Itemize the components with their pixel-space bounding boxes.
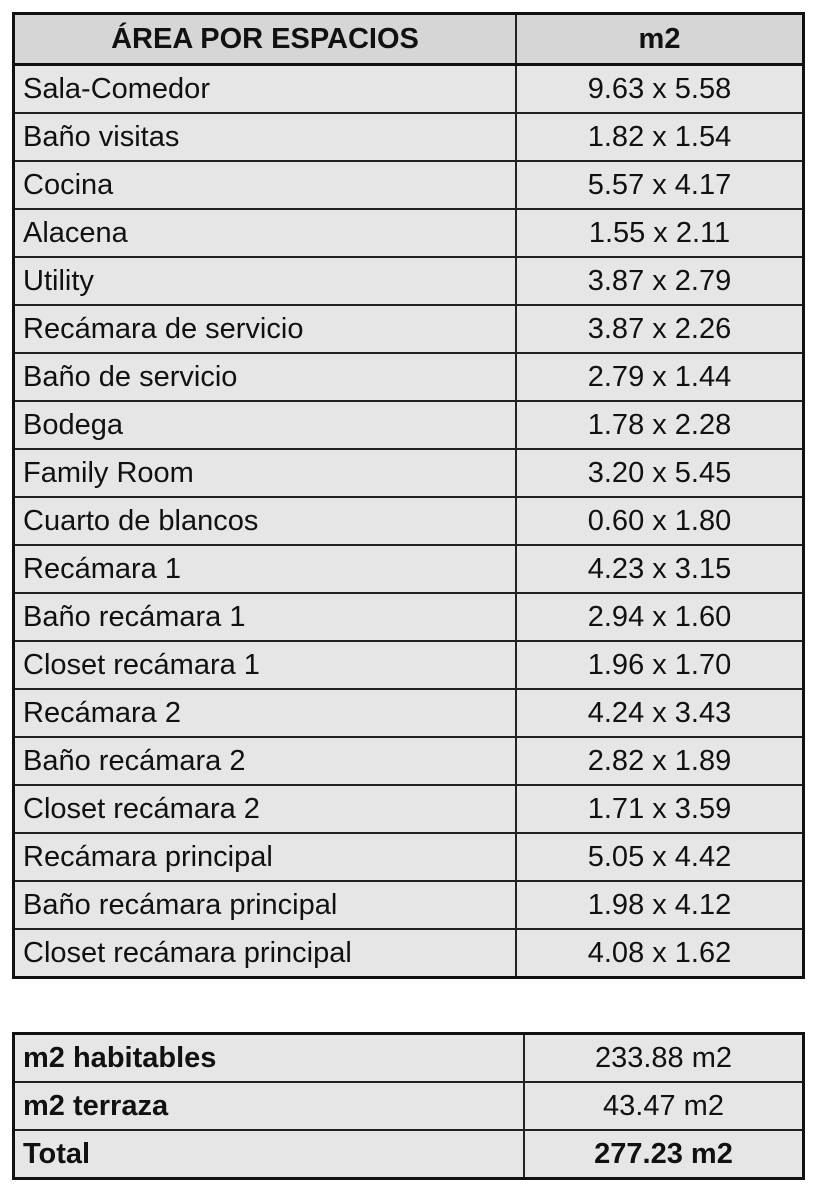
- space-name: Baño recámara principal: [14, 881, 517, 929]
- table-row: [14, 929, 804, 978]
- space-name: Baño recámara 1: [14, 593, 517, 641]
- space-dimensions: 5.57 x 4.17: [516, 161, 804, 209]
- space-dimensions: 1.78 x 2.28: [516, 401, 804, 449]
- space-name: Closet recámara 1: [14, 641, 517, 689]
- table-row: [14, 737, 804, 785]
- table-row: [14, 593, 804, 641]
- space-dimensions: 1.55 x 2.11: [516, 209, 804, 257]
- column-header-space: ÁREA POR ESPACIOS: [14, 14, 517, 65]
- space-dimensions: 1.82 x 1.54: [516, 113, 804, 161]
- table-row: [14, 65, 804, 114]
- summary-row: [14, 1034, 804, 1083]
- space-dimensions: 4.23 x 3.15: [516, 545, 804, 593]
- space-dimensions: 2.79 x 1.44: [516, 353, 804, 401]
- space-name: Recámara 2: [14, 689, 517, 737]
- space-name: Cuarto de blancos: [14, 497, 517, 545]
- space-name: Recámara 1: [14, 545, 517, 593]
- space-dimensions: 2.94 x 1.60: [516, 593, 804, 641]
- area-table: [12, 12, 805, 979]
- space-name: Recámara principal: [14, 833, 517, 881]
- space-dimensions: 9.63 x 5.58: [516, 65, 804, 114]
- table-row: [14, 209, 804, 257]
- space-dimensions: 1.98 x 4.12: [516, 881, 804, 929]
- space-dimensions: 5.05 x 4.42: [516, 833, 804, 881]
- space-dimensions: 3.20 x 5.45: [516, 449, 804, 497]
- table-row: [14, 449, 804, 497]
- table-row: [14, 785, 804, 833]
- table-row: [14, 305, 804, 353]
- table-row: [14, 113, 804, 161]
- summary-row: [14, 1130, 804, 1179]
- space-name: Utility: [14, 257, 517, 305]
- table-row: [14, 833, 804, 881]
- space-name: Bodega: [14, 401, 517, 449]
- space-name: Baño visitas: [14, 113, 517, 161]
- space-dimensions: 3.87 x 2.26: [516, 305, 804, 353]
- table-row: [14, 881, 804, 929]
- space-dimensions: 1.71 x 3.59: [516, 785, 804, 833]
- space-name: Cocina: [14, 161, 517, 209]
- summary-label: m2 terraza: [14, 1082, 525, 1130]
- space-name: Recámara de servicio: [14, 305, 517, 353]
- space-dimensions: 3.87 x 2.79: [516, 257, 804, 305]
- summary-value: 233.88 m2: [524, 1034, 804, 1083]
- table-row: [14, 689, 804, 737]
- summary-label: Total: [14, 1130, 525, 1179]
- summary-label: m2 habitables: [14, 1034, 525, 1083]
- space-dimensions: 4.08 x 1.62: [516, 929, 804, 978]
- summary-value: 43.47 m2: [524, 1082, 804, 1130]
- space-name: Baño de servicio: [14, 353, 517, 401]
- space-name: Alacena: [14, 209, 517, 257]
- table-row: [14, 401, 804, 449]
- table-row: [14, 257, 804, 305]
- table-row: [14, 545, 804, 593]
- summary-row: [14, 1082, 804, 1130]
- column-header-m2: m2: [516, 14, 804, 65]
- summary-table: [12, 1032, 805, 1180]
- table-row: [14, 353, 804, 401]
- space-dimensions: 1.96 x 1.70: [516, 641, 804, 689]
- table-row: [14, 641, 804, 689]
- space-dimensions: 2.82 x 1.89: [516, 737, 804, 785]
- space-name: Sala-Comedor: [14, 65, 517, 114]
- space-dimensions: 4.24 x 3.43: [516, 689, 804, 737]
- space-name: Closet recámara principal: [14, 929, 517, 978]
- space-name: Baño recámara 2: [14, 737, 517, 785]
- table-header-row: [14, 14, 804, 65]
- space-name: Closet recámara 2: [14, 785, 517, 833]
- space-dimensions: 0.60 x 1.80: [516, 497, 804, 545]
- summary-value: 277.23 m2: [524, 1130, 804, 1179]
- table-row: [14, 161, 804, 209]
- space-name: Family Room: [14, 449, 517, 497]
- table-row: [14, 497, 804, 545]
